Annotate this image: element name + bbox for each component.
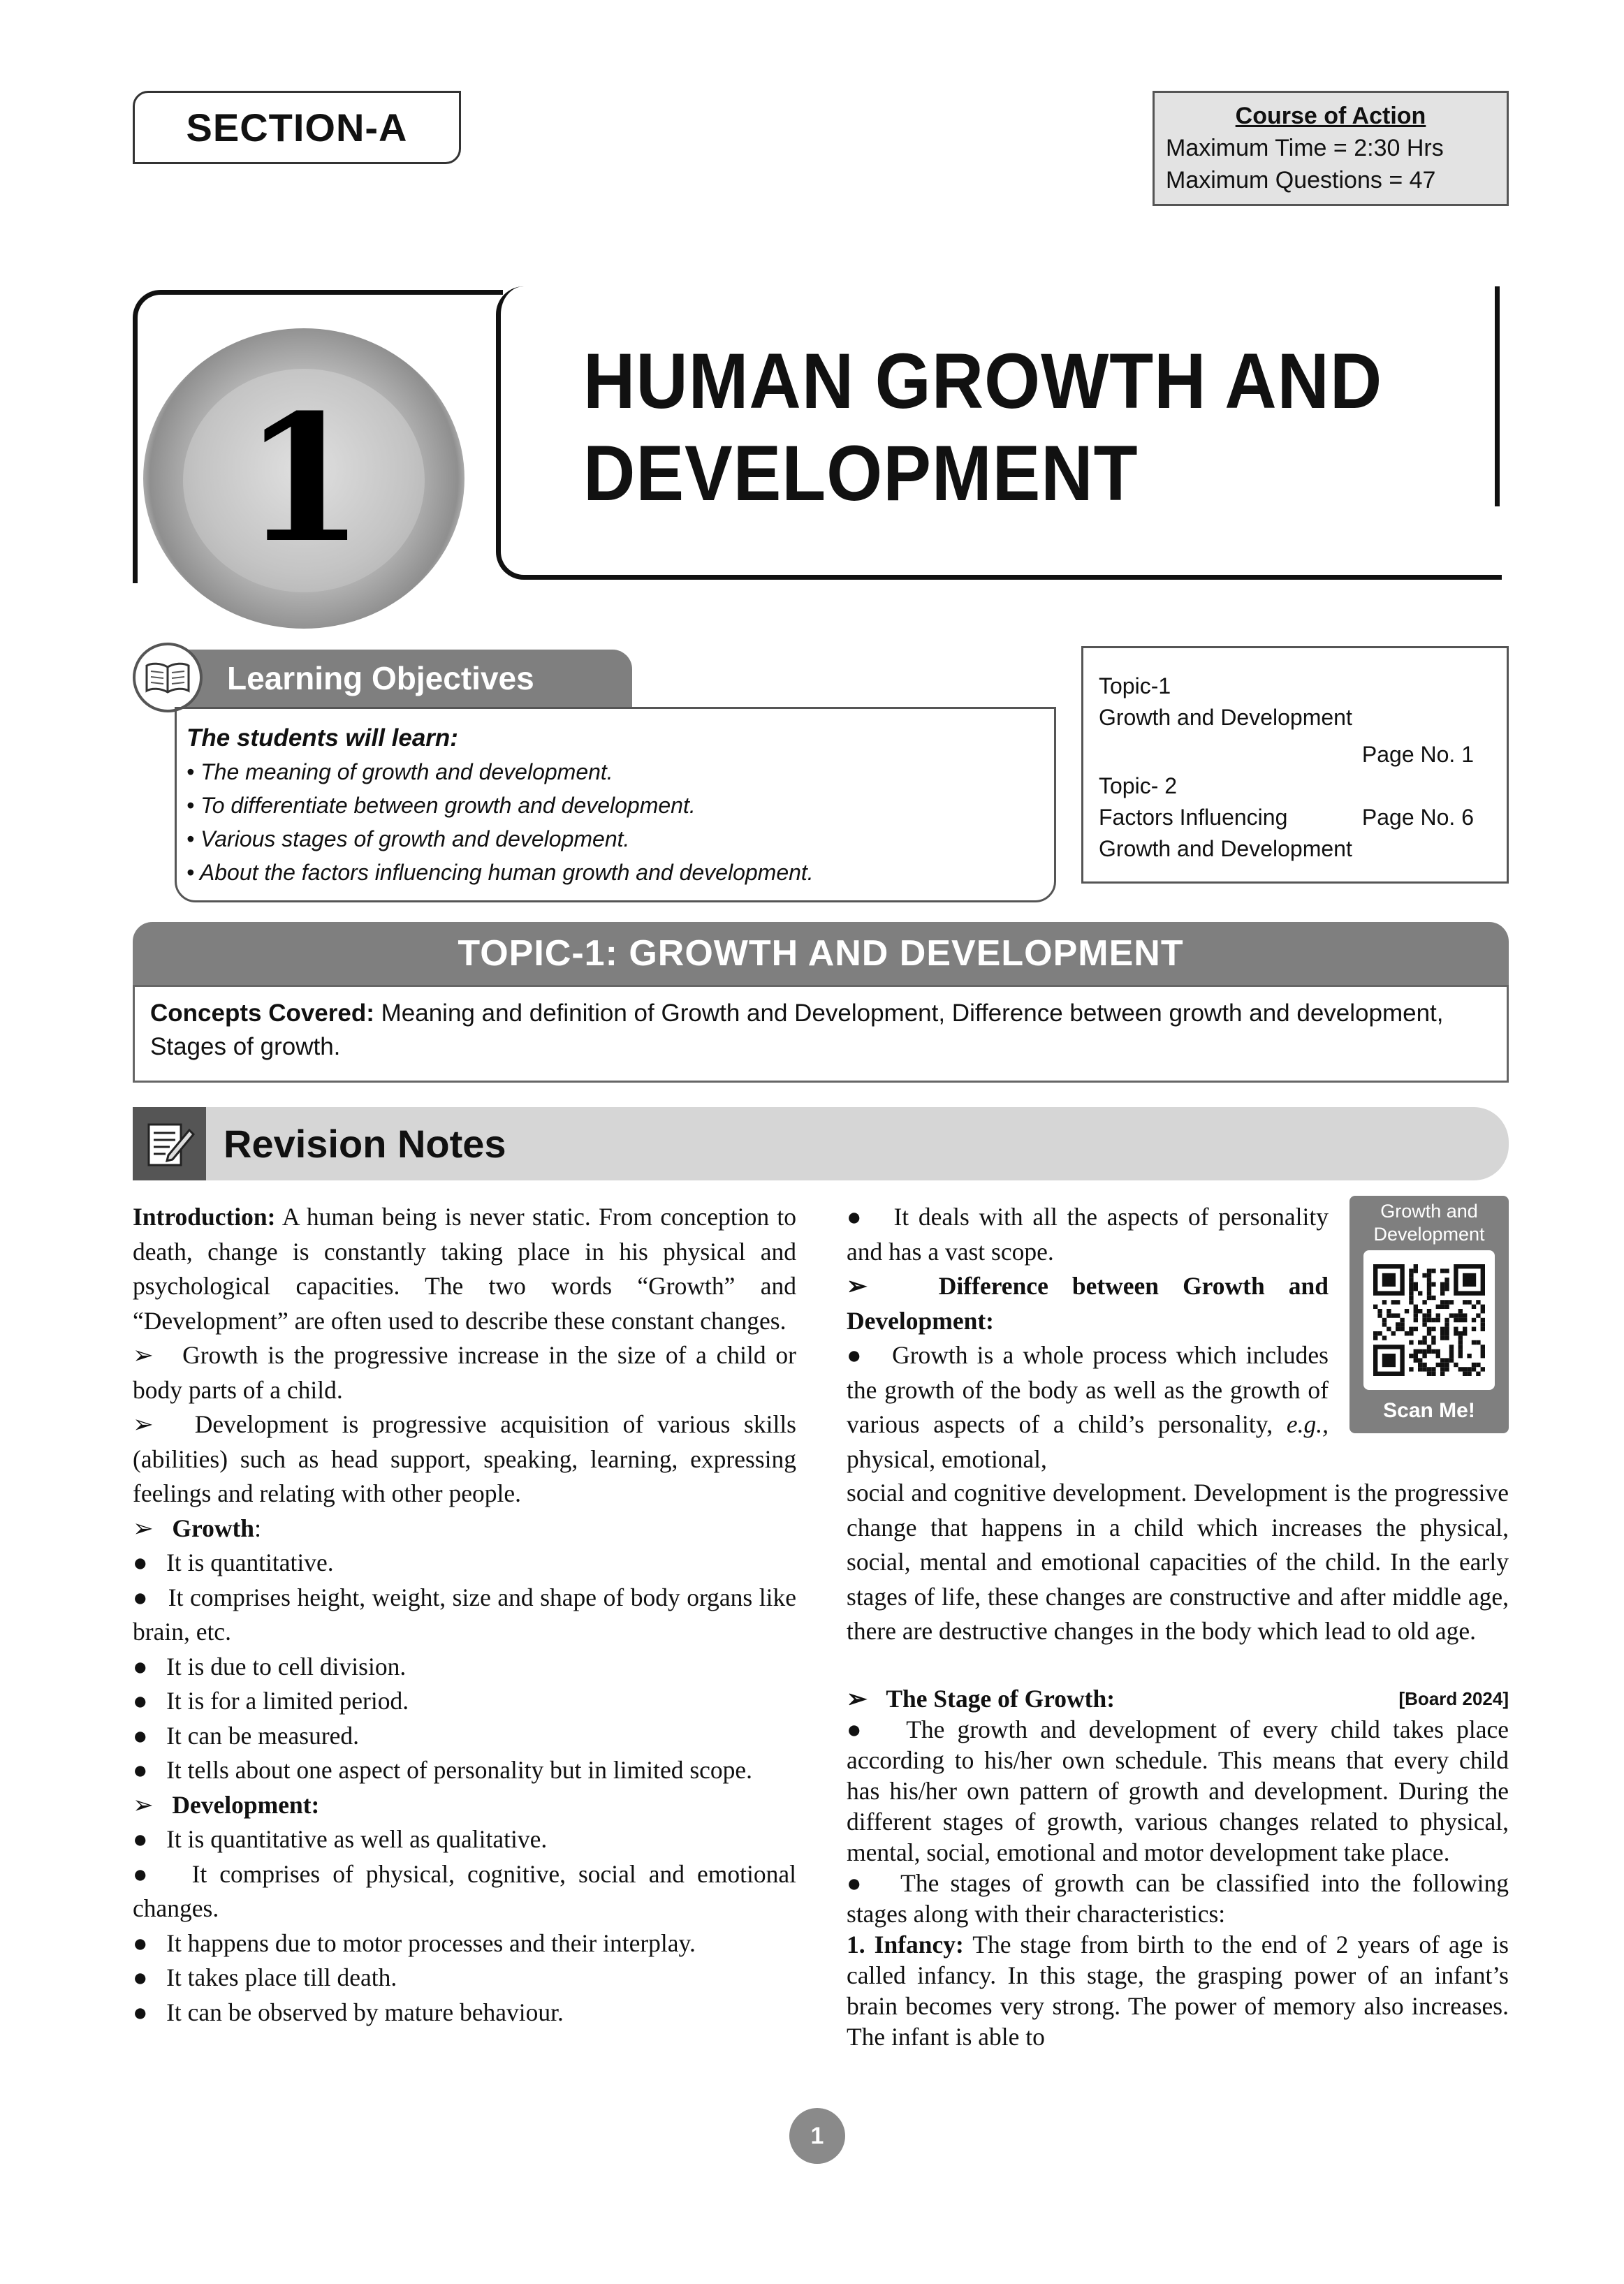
bullet: ●: [133, 1583, 149, 1611]
difference-heading-text: Difference between Growth and Development:: [847, 1272, 1329, 1335]
list-item: [847, 1714, 1509, 1868]
learning-objective-item: • Various stages of growth and development.: [186, 826, 630, 851]
stage-paragraph-1: The growth and development of every child takes place according to his/her own schedule. This means that every child has his/her own pattern of growth and development. During the different stages of growth, various changes related to physical, mental, social, emotional and motor development take place.: [847, 1715, 1509, 1866]
list-item: [847, 1868, 1509, 1929]
growth-point: It comprises height, weight, size and shape of body organs like brain, etc.: [133, 1583, 797, 1646]
topic-2-page: Page No. 6: [1361, 805, 1474, 830]
list-item: [133, 1650, 796, 1685]
section-label: SECTION-A: [186, 105, 408, 149]
scan-me-label: Scan Me!: [1383, 1399, 1475, 1422]
development-point: It takes place till death.: [166, 1963, 397, 1991]
bullet: ●: [133, 1756, 148, 1784]
list-item: [133, 1546, 796, 1581]
development-point: It can be observed by mature behaviour.: [166, 1998, 564, 2026]
growth-heading-text: Growth: [172, 1514, 255, 1542]
development-heading: [133, 1788, 796, 1823]
development-definition: [133, 1407, 796, 1511]
concepts-covered-label: Concepts Covered:: [150, 1000, 374, 1027]
list-item: [133, 1822, 796, 1857]
arrow-marker: ➢: [133, 1341, 154, 1369]
topic-index-box: [1081, 646, 1509, 884]
course-of-action-title: Course of Action: [1235, 103, 1426, 129]
bullet: ●: [133, 1825, 148, 1853]
stage-paragraph-2: The stages of growth can be classified into the following stages along with their characteristics:: [847, 1869, 1509, 1928]
topic-2-name-line1: Factors Influencing: [1099, 805, 1288, 830]
infancy-text: The stage from birth to the end of 2 years of age is called infancy. In this stage, the grasping power of an infant’s brain becomes very strong. The power of memory also increases. The infant is able to: [847, 1931, 1509, 2051]
arrow-marker: ➢: [847, 1272, 868, 1300]
qr-code-icon[interactable]: [1363, 1250, 1495, 1390]
right-text-column-stages: [847, 1683, 1509, 2052]
bullet: ●: [133, 1721, 148, 1750]
learning-objectives-heading: Learning Objectives: [227, 660, 534, 696]
right-text-column: [847, 1476, 1509, 1649]
difference-heading: [847, 1269, 1329, 1338]
arrow-marker: ➢: [133, 1410, 154, 1438]
scope-point: It deals with all the aspects of personality and has a vast scope.: [847, 1203, 1329, 1266]
development-paragraph: social and cognitive development. Development is the progressive change that happens in a child which increases the physical, social, mental and emotional capacities of the child. In the early stages of life, these changes are constructive and after middle age, there are destructive changes in the body which lead to old age.: [847, 1479, 1509, 1645]
topic-2-label: Topic- 2: [1099, 773, 1178, 798]
list-item: [133, 1996, 796, 2030]
stage-heading-text: The Stage of Growth:: [886, 1685, 1115, 1713]
list-item: [133, 1719, 796, 1754]
course-of-action-box: [1153, 91, 1509, 206]
growth-point: It is quantitative.: [166, 1549, 334, 1576]
learning-objective-item: • The meaning of growth and development.: [186, 759, 613, 784]
concepts-covered-text: Meaning and definition of Growth and Development, Difference between growth and development, Stages of growth.: [150, 1000, 1444, 1060]
concepts-covered-box: [133, 985, 1509, 1083]
arrow-marker: ➢: [133, 1514, 154, 1542]
qr-caption: [1349, 1196, 1509, 1246]
arrow-marker: ➢: [133, 1790, 154, 1819]
growth-heading-colon: :: [254, 1514, 261, 1542]
intro-text: A human being is never static. From conception to death, change is constantly taking place in his physical and psychological capacities. The two words “Growth” and “Development” are often used to describe these constant changes.: [133, 1203, 796, 1335]
bullet: ●: [847, 1203, 865, 1231]
development-definition-text: Development is progressive acquisition of various skills (abilities) such as head support, speaking, learning, expressing feelings and relating with other people.: [133, 1410, 797, 1507]
bullet: ●: [133, 1928, 148, 1957]
learning-objectives-intro: The students will learn:: [186, 724, 458, 752]
left-text-column: [133, 1200, 796, 2030]
growth-point: It is due to cell division.: [166, 1652, 407, 1681]
max-questions: Maximum Questions = 47: [1166, 167, 1436, 193]
list-item: [133, 1961, 796, 1996]
bullet: ●: [133, 1998, 148, 2026]
list-item: [133, 1753, 796, 1788]
growth-point: It is for a limited period.: [166, 1687, 409, 1715]
qr-caption-line1: Growth and: [1380, 1201, 1478, 1222]
growth-whole-text-2: physical, emotional,: [847, 1444, 1047, 1473]
bullet: ●: [133, 1687, 148, 1715]
list-item: [133, 1857, 796, 1926]
revision-notes-heading: Revision Notes: [224, 1122, 506, 1166]
development-point: It comprises of physical, cognitive, social and emotional changes.: [133, 1859, 796, 1922]
development-heading-text: Development:: [172, 1790, 320, 1819]
list-item: [133, 1684, 796, 1719]
eg-text: e.g.,: [1286, 1410, 1329, 1438]
learning-objectives-box: [175, 707, 1056, 902]
development-point: It happens due to motor processes and their interplay.: [166, 1928, 696, 1957]
list-item: [133, 1926, 796, 1961]
section-label-box: [133, 91, 461, 164]
growth-whole-text: Growth is a whole process which includes the growth of the body as well as the growth of various aspects of a child’s personality,: [847, 1341, 1329, 1438]
bullet: ●: [133, 1652, 148, 1681]
growth-point: It can be measured.: [166, 1721, 360, 1750]
page-number: 1: [789, 2108, 845, 2164]
max-time: Maximum Time = 2:30 Hrs: [1166, 135, 1444, 161]
topic-1-name: Growth and Development: [1099, 705, 1352, 730]
chapter-number: 1: [243, 376, 365, 581]
topic-1-label: Topic-1: [1099, 673, 1171, 698]
bullet: ●: [847, 1869, 867, 1897]
chapter-frame-edge: [1495, 286, 1500, 506]
intro-label: Introduction:: [133, 1203, 276, 1231]
learning-objective-item: • About the factors influencing human growth and development.: [186, 860, 814, 885]
topic-1-page: Page No. 1: [1361, 742, 1474, 767]
list-item: [133, 1581, 796, 1650]
topic-2-name-line2: Growth and Development: [1099, 836, 1352, 861]
growth-point: It tells about one aspect of personality but in limited scope.: [166, 1756, 753, 1784]
chapter-title: [583, 335, 1406, 520]
bullet: ●: [847, 1341, 865, 1369]
development-point: It is quantitative as well as qualitative.: [166, 1825, 548, 1853]
chapter-title-line2: DEVELOPMENT: [583, 430, 1139, 517]
infancy-label: 1. Infancy:: [847, 1931, 964, 1959]
right-text-column-top: [847, 1200, 1329, 1477]
infancy-paragraph: [847, 1929, 1509, 2052]
list-item: [847, 1200, 1329, 1269]
board-tag: [Board 2024]: [1398, 1688, 1509, 1709]
chapter-title-line1: HUMAN GROWTH AND: [583, 337, 1383, 425]
growth-definition: [133, 1338, 796, 1407]
bullet: ●: [133, 1963, 148, 1991]
bullet: ●: [847, 1715, 868, 1743]
arrow-marker: ➢: [847, 1685, 868, 1713]
growth-heading: [133, 1511, 796, 1546]
bullet: ●: [133, 1549, 148, 1576]
bullet: ●: [133, 1859, 154, 1888]
intro-paragraph: [133, 1200, 796, 1338]
learning-objective-item: • To differentiate between growth and development.: [186, 793, 696, 818]
book-icon: [133, 643, 203, 712]
list-item: [847, 1338, 1329, 1477]
notes-pen-icon: [133, 1107, 206, 1180]
growth-definition-text: Growth is the progressive increase in the size of a child or body parts of a child.: [133, 1341, 796, 1404]
stage-heading: [847, 1683, 1509, 1714]
qr-caption-line2: Development: [1373, 1224, 1485, 1245]
topic-banner: TOPIC-1: GROWTH AND DEVELOPMENT: [133, 922, 1509, 985]
